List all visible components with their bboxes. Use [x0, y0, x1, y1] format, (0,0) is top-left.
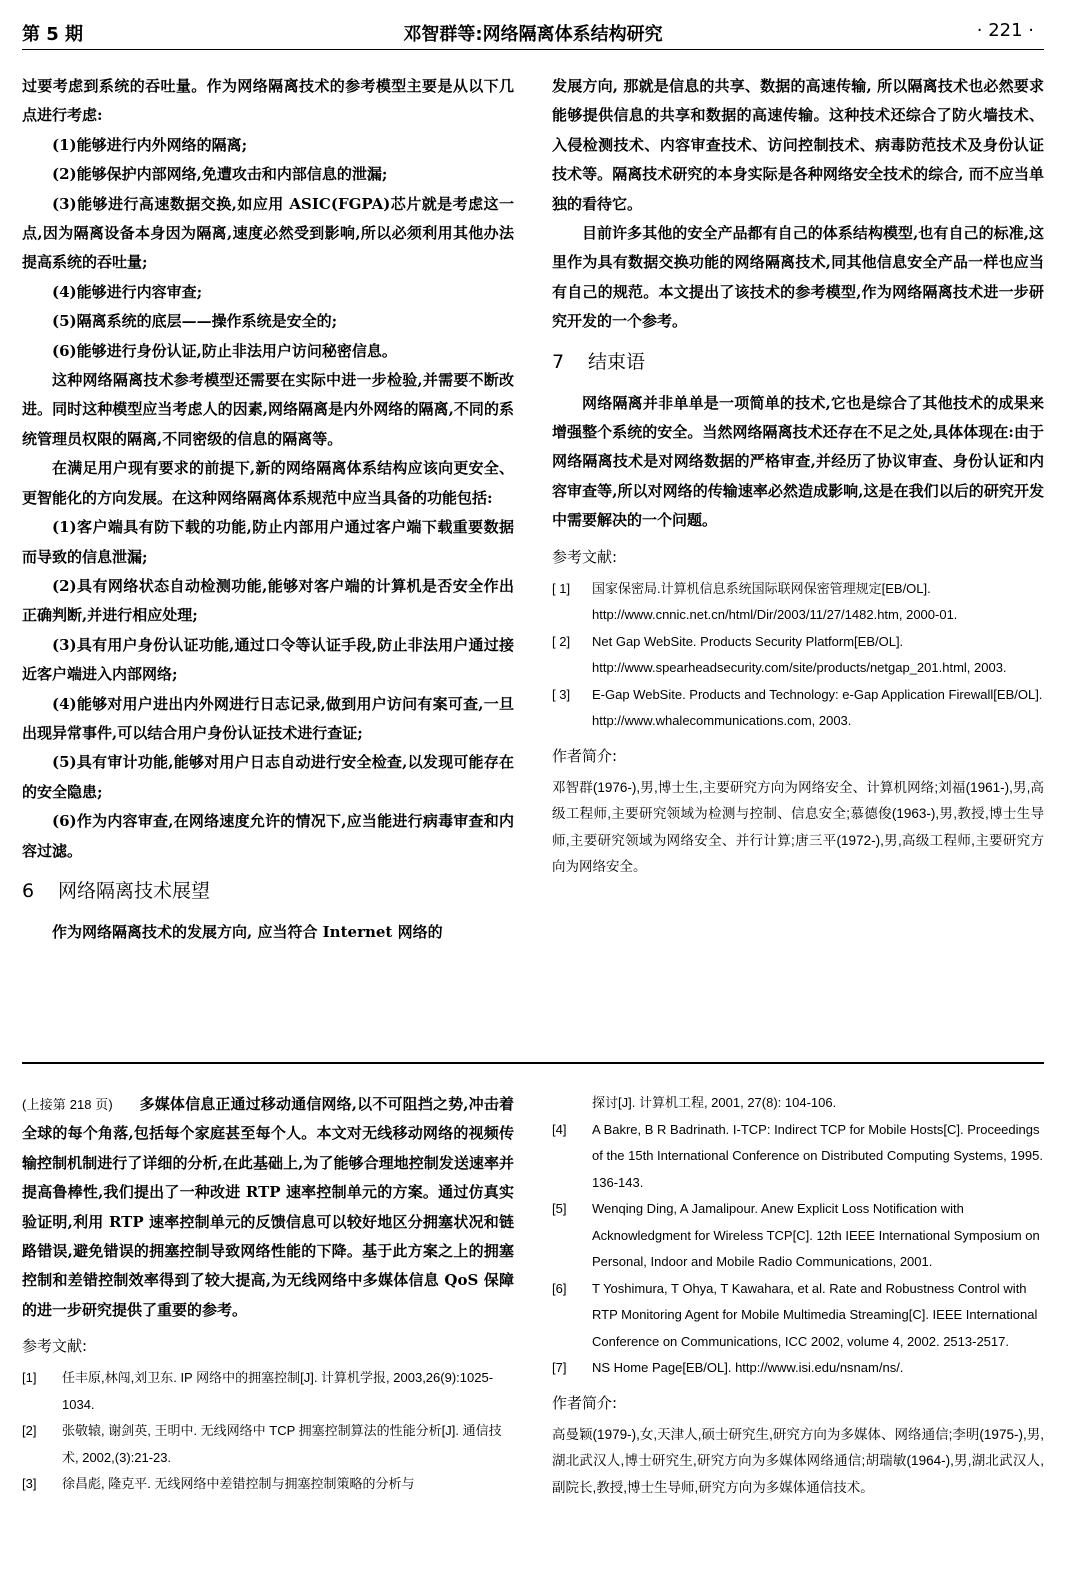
reference-item: [552, 1355, 1044, 1382]
section-title: 网络隔离技术展望: [58, 879, 211, 902]
reference-item: [22, 1418, 514, 1471]
list-item: (2)能够保护内部网络,免遭攻击和内部信息的泄漏;: [52, 165, 388, 184]
reference-number: [4]: [552, 1121, 567, 1137]
reference-number: [1]: [22, 1370, 37, 1386]
reference-item: [22, 1365, 514, 1418]
body-paragraph: 这种网络隔离技术参考模型还需要在实际中进一步检验,并需要不断改进。同时这种模型应当考虑人的因素,网络隔离是内外网络的隔离,不同的系统管理员权限的隔离,不同密级的信息的隔离等。: [22, 371, 514, 448]
reference-item: [22, 1471, 514, 1498]
section-heading: [22, 878, 514, 904]
running-title: 邓智群等:网络隔离体系结构研究: [403, 24, 663, 45]
list-item: (4)能够对用户进出内外网进行日志记录,做到用户访问有案可查,一旦出现异常事件,可以结合用户身份认证技术进行查证;: [22, 694, 514, 742]
reference-item: [552, 1196, 1044, 1276]
reference-text: 国家保密局.计算机信息系统国际联网保密管理规定[EB/OL]. http://www.cnnic.net.cn/html/Dir/2003/11/27/1482.htm, 2000-01.: [592, 580, 958, 623]
reference-number: [ 3]: [552, 686, 571, 702]
section-title: 结束语: [588, 350, 646, 373]
list-item: (6)能够进行身份认证,防止非法用户访问秘密信息。: [52, 341, 397, 360]
author-bio-heading: 作者简介:: [552, 746, 618, 765]
references-list: [552, 576, 1044, 735]
list-item: (1)客户端具有防下载的功能,防止内部用户通过客户端下载重要数据而导致的信息泄漏;: [22, 518, 514, 566]
list-item: (4)能够进行内容审查;: [52, 282, 203, 301]
reference-text: E-Gap WebSite. Products and Technology: e-Gap Application Firewall[EB/OL]. http://www.whalecommunications.com, 2003.: [592, 686, 1043, 729]
body-paragraph: 网络隔离并非单单是一项简单的技术,它也是综合了其他技术的成果来增强整个系统的安全。当然网络隔离技术还存在不足之处,具体体现在:由于网络隔离技术是对网络数据的严格审查,并经历了协议审查、身份认证和内容审查等,所以对网络的传输速率必然造成影响,这是在我们以后的研究开发中需要解决的一个问题。: [552, 393, 1044, 530]
reference-continuation: [552, 1090, 1044, 1117]
references-heading: 参考文献:: [552, 547, 618, 566]
body-paragraph: 目前许多其他的安全产品都有自己的体系结构模型,也有自己的标准,这里作为具有数据交换功能的网络隔离技术,同其他信息安全产品一样也应当有自己的规范。本文提出了该技术的参考模型,作为网络隔离技术进一步研究开发的一个参考。: [552, 224, 1044, 331]
page-header: [22, 16, 1044, 50]
upper-right-column: [552, 72, 1044, 881]
reference-text: 探讨[J]. 计算机工程, 2001, 27(8): 104-106.: [592, 1095, 837, 1110]
section-divider: [22, 1062, 1044, 1064]
section-number: 6: [22, 879, 35, 902]
list-item: (5)隔离系统的底层——操作系统是安全的;: [52, 312, 338, 331]
lower-right-column: [552, 1090, 1044, 1501]
continuation-note: (上接第 218 页): [22, 1097, 113, 1112]
list-item: (3)能够进行高速数据交换,如应用 ASIC(FGPA)芯片就是考虑这一点,因为隔离设备本身因为隔离,速度必然受到影响,所以必须利用其他办法提高系统的吞吐量;: [22, 194, 514, 272]
reference-text: 徐昌彪, 隆克平. 无线网络中差错控制与拥塞控制策略的分析与: [62, 1476, 415, 1492]
reference-text: 任丰原,林闯,刘卫东. IP 网络中的拥塞控制[J]. 计算机学报, 2003,26(9):1025-1034.: [62, 1370, 494, 1412]
reference-text: A Bakre, B R Badrinath. I-TCP: Indirect TCP for Mobile Hosts[C]. Proceedings of the 15th International Conference on Distributed Computing Systems, 1995. 136-143.: [592, 1121, 1043, 1190]
reference-item: [552, 1276, 1044, 1356]
issue-label: 第 5 期: [22, 24, 84, 45]
author-bio-heading: 作者简介:: [552, 1393, 618, 1412]
reference-text: 张敬辕, 谢剑英, 王明中. 无线网络中 TCP 拥塞控制算法的性能分析[J]. 通信技术, 2002,(3):21-23.: [62, 1423, 502, 1465]
references-heading: 参考文献:: [22, 1337, 88, 1356]
body-paragraph: 作为网络隔离技术的发展方向, 应当符合 Internet 网络的: [52, 922, 443, 941]
references-list: [552, 1090, 1044, 1382]
reference-number: [ 1]: [552, 580, 571, 596]
upper-left-column: [22, 72, 514, 947]
author-bio: 高曼颖(1979-),女,天津人,硕士研究生,研究方向为多媒体、网络通信;李明(1975-),男,湖北武汉人,博士研究生,研究方向为多媒体网络通信;胡瑞敏(1964-),男,湖北武汉人,副院长,教授,博士生导师,研究方向为多媒体通信技术。: [552, 1426, 1044, 1495]
list-item: (3)具有用户身份认证功能,通过口令等认证手段,防止非法用户通过接近客户端进入内部网络;: [22, 635, 514, 684]
header-rule: [22, 49, 1044, 50]
body-paragraph: 过要考虑到系统的吞吐量。作为网络隔离技术的参考模型主要是从以下几点进行考虑:: [22, 77, 514, 125]
reference-number: [2]: [22, 1423, 37, 1439]
section-number: 7: [552, 350, 565, 373]
reference-text: Net Gap WebSite. Products Security Platform[EB/OL]. http://www.spearheadsecurity.com/site/products/netgap_201.html, 2003.: [592, 633, 1007, 676]
reference-number: [7]: [552, 1360, 567, 1375]
body-paragraph: 发展方向, 那就是信息的共享、数据的高速传输, 所以隔离技术也必然要求能够提供信息的共享和数据的高速传输。这种技术还综合了防火墙技术、入侵检测技术、内容审查技术、访问控制技术、病毒防范技术及身份认证技术等。隔离技术研究的本身实际是各种网络安全技术的综合, 而不应当单独的看待它。: [552, 77, 1044, 213]
reference-number: [ 2]: [552, 633, 571, 649]
list-item: (5)具有审计功能,能够对用户日志自动进行安全检查,以发现可能存在的安全隐患;: [22, 753, 514, 801]
list-item: (2)具有网络状态自动检测功能,能够对客户端的计算机是否安全作出正确判断,并进行相应处理;: [22, 576, 514, 625]
reference-text: T Yoshimura, T Ohya, T Kawahara, et al. Rate and Robustness Control with RTP Monitoring Agent for Mobile Multimedia Streaming[C]. IEEE International Conference on Communications, ICC 2002, volume 4, 2002. 2513-2517.: [592, 1280, 1038, 1349]
conclusion-text: 多媒体信息正通过移动通信网络,以不可阻挡之势,冲击着全球的每个角落,包括每个家庭甚至每个人。本文对无线移动网络的视频传输控制机制进行了详细的分析,在此基础上,为了能够合理地控制发送速率并提高鲁棒性,我们提出了一种改进 RTP 速率控制单元的方案。通过仿真实验证明,利用 RTP 速率控制单元的反馈信息可以较好地区分拥塞状况和链路错误,避免错误的拥塞控制导致网络性能的下降。基于此方案之上的拥塞控制和差错控制效率得到了较大提高,为无线网络中多媒体信息 QoS 保障的进一步研究提供了重要的参考。: [22, 1095, 514, 1319]
list-item: (6)作为内容审查,在网络速度允许的情况下,应当能进行病毒审查和内容过滤。: [22, 812, 514, 860]
reference-text: NS Home Page[EB/OL]. http://www.isi.edu/nsnam/ns/.: [592, 1360, 904, 1375]
reference-item: [552, 576, 1044, 629]
page-number: · 221 ·: [976, 20, 1034, 41]
author-bio: 邓智群(1976-),男,博士生,主要研究方向为网络安全、计算机网络;刘福(1961-),男,高级工程师,主要研究领域为检测与控制、信息安全;慕德俊(1963-),男,教授,博士生导师,主要研究领域为网络安全、并行计算;唐三平(1972-),男,高级工程师,主要研究方向为网络安全。: [552, 779, 1044, 875]
reference-item: [552, 629, 1044, 682]
references-list: [22, 1365, 514, 1498]
reference-item: [552, 1117, 1044, 1197]
list-item: (1)能够进行内外网络的隔离;: [52, 135, 248, 154]
reference-number: [5]: [552, 1201, 567, 1216]
reference-number: [3]: [22, 1476, 37, 1492]
lower-left-column: [22, 1090, 514, 1498]
body-paragraph: 在满足用户现有要求的前提下,新的网络隔离体系结构应该向更安全、更智能化的方向发展。在这种网络隔离体系规范中应当具备的功能包括:: [22, 459, 514, 507]
body-paragraph: [22, 1090, 514, 1325]
reference-number: [6]: [552, 1280, 567, 1296]
reference-text: Wenqing Ding, A Jamalipour. Anew Explicit Loss Notification with Acknowledgment for Wireless TCP[C]. 12th IEEE International Symposium on Personal, Indoor and Mobile Radio Communications, 2001.: [592, 1201, 1040, 1269]
section-heading: [552, 349, 1044, 375]
reference-item: [552, 682, 1044, 735]
